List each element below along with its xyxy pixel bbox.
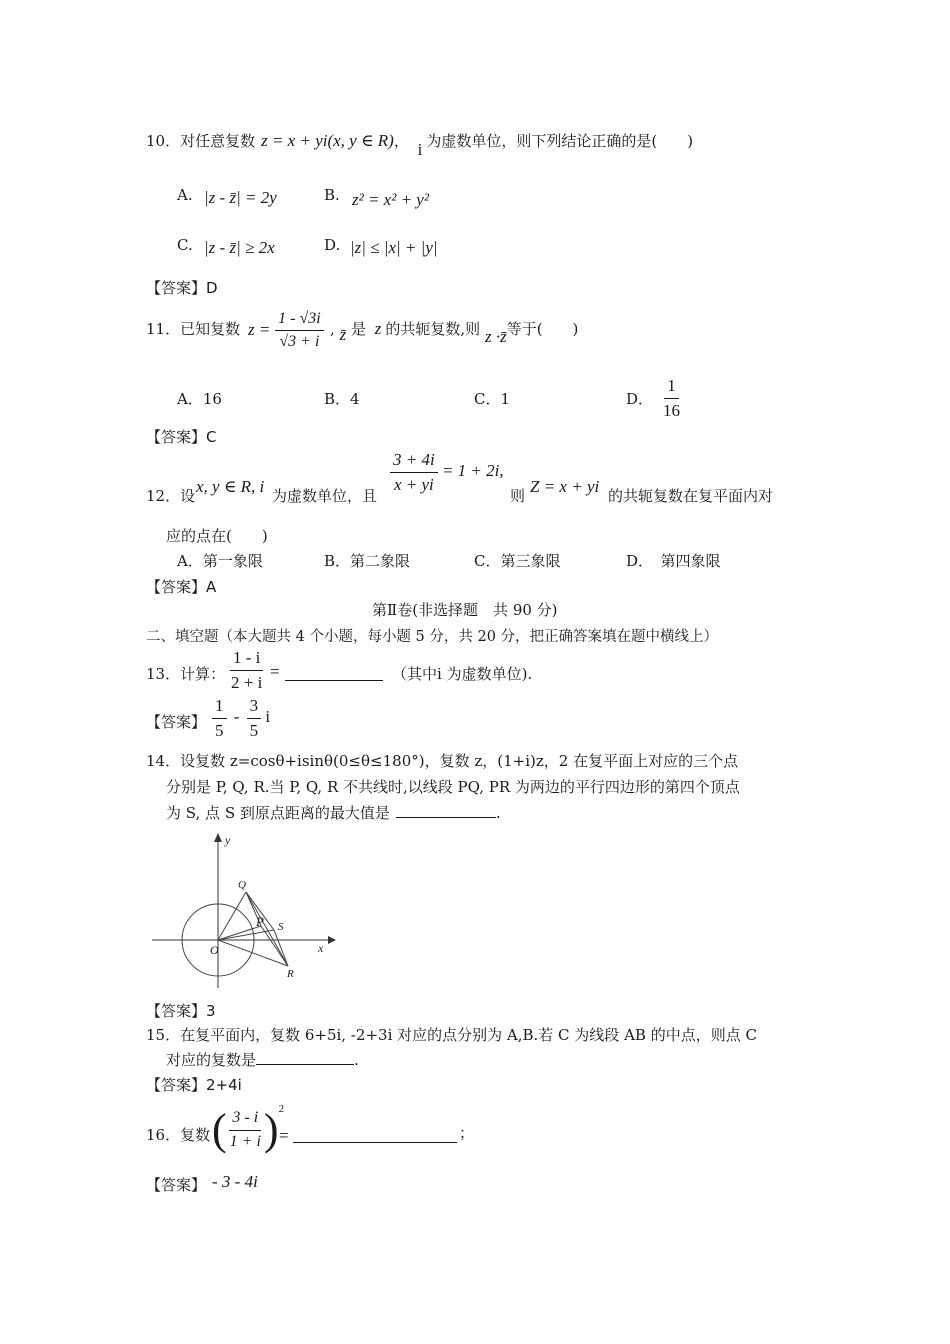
q10-stem: 10．对任意复数 [146,132,256,150]
q12-vars: x, y ∈ R, i [196,477,265,496]
q16-tail: ； [459,1124,475,1142]
q12-formula [390,450,504,494]
q15-line2 [166,1049,359,1070]
q11-text2: 是 [350,320,366,338]
q13-ans-n1: 1 [212,696,227,719]
q10-option-a [177,186,193,204]
q15-line1: 15．在复平面内，复数 6+5i, -2+3i 对应的点分别为 A,B.若 C 为线段 AB 的中点，则点 C [146,1026,757,1044]
label-y: y [225,833,231,847]
q13-denominator: 2 + i [231,672,263,692]
q14-line2: 分别是 P, Q, R.当 P, Q, R 不共线时,以线段 PQ, PR 为两边的平行四边形的第四个顶点 [166,778,740,796]
q12-zexpr: Z = x + yi [530,477,600,496]
q11-zbar: z̄ [339,325,347,344]
q14-line1: 14．设复数 z=cosθ+isinθ(0≤θ≤180°)，复数 z，(1+i)z，2 在复平面上对应的三个点 [146,752,739,770]
q13-ans-frac1 [212,696,227,740]
label-R: R [287,968,294,980]
q16-exponent: 2 [278,1102,285,1115]
q10-stem-tail: 为虚数单位，则下列结论正确的是( ) [426,132,694,150]
segment-OR [218,940,288,966]
q10-option-c [177,236,193,254]
q11-d-num: 1 [664,376,679,399]
q10-answer: 【答案】D [146,279,218,297]
q11-numerator: 1 - √3i [275,310,324,331]
q12-answer: 【答案】A [146,578,217,596]
q11-comma: , [330,320,335,338]
label-P: P [256,914,264,929]
q15-answer: 【答案】2+4i [146,1076,242,1094]
q11-option-a: A．16 [177,390,222,408]
q16-denominator: 1 + i [229,1132,261,1150]
label-x: x [318,941,324,955]
label-Q: Q [238,879,246,891]
q16-fraction [227,1109,264,1151]
q16-stem: 16．复数 [146,1126,211,1144]
q13-ans-op: - [233,706,240,726]
q14-tail: . [495,804,501,822]
q13-blank[interactable] [285,666,383,681]
q11-formula [248,310,324,352]
q16-answer-math: - 3 - 4i [212,1172,258,1191]
q14-line3 [166,802,501,823]
q12-line2: 应的点在( ) [166,527,268,545]
q13-stem: 13．计算： [146,665,226,683]
q14-line3-text: 为 S, 点 S 到原点距离的最大值是 [166,804,390,822]
q11-text4: 等于( ) [506,320,579,338]
q11-stem: 11．已知复数 [146,320,241,338]
q11-rest [330,318,579,346]
q15-tail: . [354,1051,359,1069]
q12-rhs: = 1 + 2i, [441,460,504,480]
q10-option-d [324,236,340,254]
q13-ans-i: i [265,706,271,726]
q10-comma: ， [393,132,409,150]
q15-blank[interactable] [256,1050,354,1065]
q11-option-d-fraction [660,376,683,420]
q13-numerator: 1 - i [230,648,263,671]
q16-formula [212,1102,285,1154]
q15-line2-text: 对应的复数是 [166,1051,257,1069]
q11-fraction [275,310,324,352]
q14-figure [150,830,340,990]
y-axis-arrow [214,833,222,842]
q13-equals: = [270,662,280,681]
segment-OS [218,930,274,940]
segment-OQ [218,892,246,940]
q10-d-label: D. [324,236,341,254]
q13-fraction [228,648,265,692]
q11-product: z ·z̄ [484,327,507,346]
q10-math: z = x + yi(x, y ∈ R) [261,131,394,150]
q13-answer-math [212,696,270,740]
q12-option-a: A．第一象限 [177,552,263,570]
q10-option-c-math: |z - z̄| ≥ 2x [204,238,275,257]
q13-answer-label: 【答案】 [146,713,207,731]
q13-ans-d2: 5 [249,720,259,740]
q12-option-d: D． 第四象限 [626,552,721,570]
q10-stem-line [146,130,694,159]
q16-numerator: 3 - i [229,1109,261,1130]
q11-denominator: √3 + i [279,333,320,351]
q11-d-den: 16 [663,400,680,420]
label-S: S [278,921,284,933]
q12-text2: 为虚数单位，且 [272,487,378,505]
section-title: 第Ⅱ卷(非选择题 共 90 分) [372,601,558,619]
q10-i-unit: i [417,140,423,159]
q12-option-b: B．第二象限 [324,552,411,570]
label-O: O [210,943,219,957]
q16-right-paren: ) [263,1105,279,1154]
q12-numerator: 3 + 4i [390,450,438,473]
q12-fraction [390,450,438,494]
q11-z: z = [248,319,271,339]
fill-in-heading: 二、填空题（本大题共 4 个小题，每小题 5 分，共 20 分，把正确答案填在题中横线上） [146,629,719,645]
q16-left-paren: ( [212,1105,227,1154]
q13-ans-n2: 3 [247,696,262,719]
q10-option-b-math: z² = x² + y² [352,190,429,209]
q16-blank[interactable] [293,1128,457,1143]
q11-z2: z [374,319,382,338]
q13-fraction-wrap [228,648,265,692]
q16-equals: = [279,1126,289,1145]
q11-d-frac [660,376,683,420]
q16-answer-label: 【答案】 [146,1176,207,1194]
q10-c-label: C. [177,236,193,254]
q13-ans-d1: 5 [215,720,224,740]
q11-option-b: B．4 [324,390,360,408]
q13-tail: （其中i 为虚数单位). [392,665,533,683]
q10-option-a-math: |z - z̄| = 2y [204,188,277,207]
q10-b-label: B. [324,186,340,204]
q14-blank[interactable] [396,803,496,818]
q11-option-c: C．1 [474,390,511,408]
q11-text3: 的共轭复数,则 [385,320,481,338]
q10-option-d-math: |z| ≤ |x| + |y| [350,238,438,257]
q12-option-c: C．第三象限 [474,552,561,570]
q12-denominator: x + yi [393,474,434,494]
q13-ans-frac2 [247,696,262,740]
q14-answer: 【答案】3 [146,1002,216,1020]
q11-answer: 【答案】C [146,428,217,446]
x-axis-arrow [328,936,336,944]
q11-option-d: D． [626,390,654,408]
q12-text4: 的共轭复数在复平面内对 [608,487,774,505]
q10-option-b [324,186,340,204]
q12-text3: 则 [510,487,526,505]
q10-a-label: A. [177,186,193,204]
q12-stem: 12．设 [146,487,196,505]
